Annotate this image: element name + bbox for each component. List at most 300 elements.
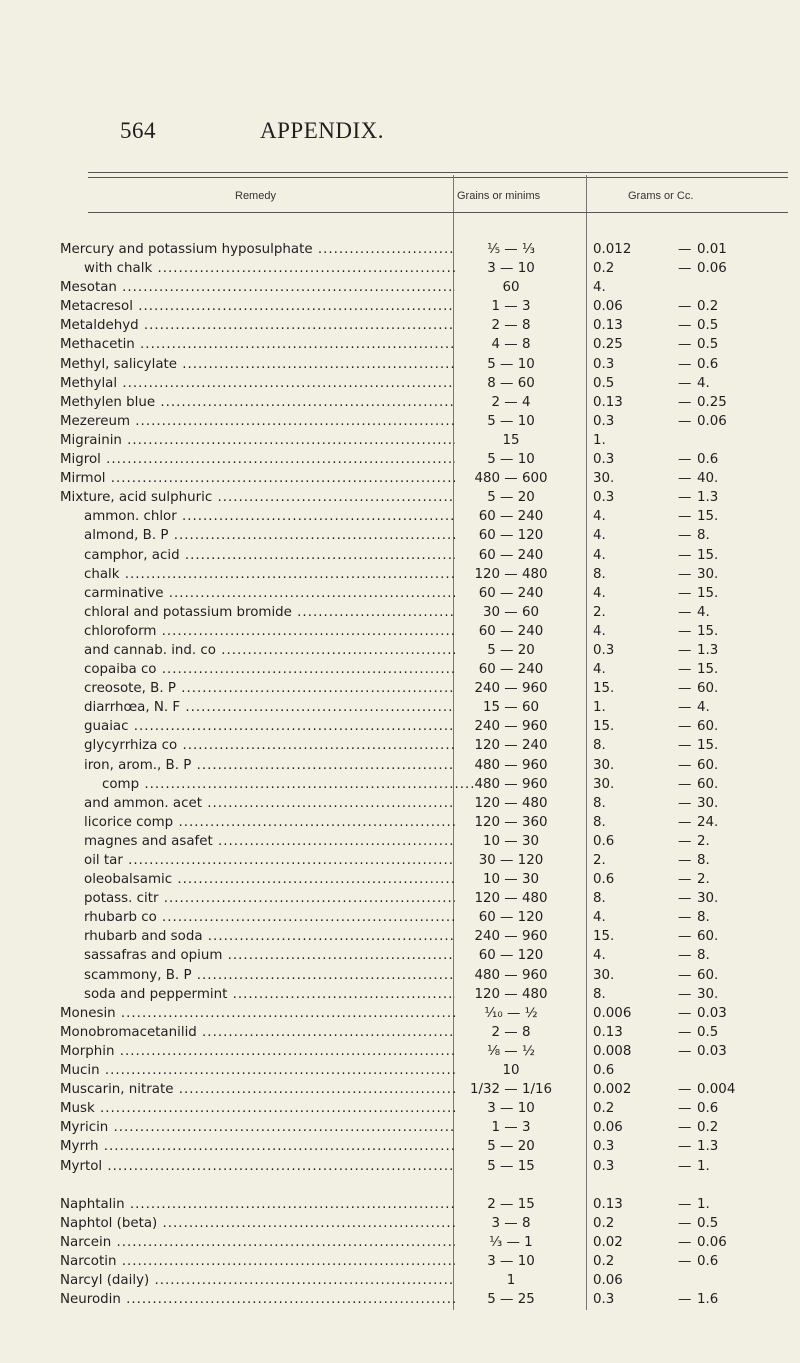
grains-dose: 480 — 960 [474,757,548,773]
grams-min: 0.3 [593,1292,615,1308]
grains-dose: 1 — 3 [491,1120,531,1136]
grams-max: 15. [697,509,719,525]
grams-min: 8. [593,795,606,811]
grains-dose: 120 — 480 [474,986,548,1002]
grains-dose: 4 — 8 [491,337,531,353]
remedy-name: Metacresol ..... [60,297,455,316]
table-row [60,240,790,259]
table-row [60,1157,790,1176]
remedy-name: magnes and asafet ..... [84,832,455,851]
range-dash: — [678,1253,692,1269]
remedy-name: Myrrh ..... [60,1137,455,1156]
grams-max: 1.3 [697,490,719,506]
grams-min: 0.13 [593,1196,623,1212]
range-dash: — [678,452,692,468]
range-dash: — [678,1292,692,1308]
table-row [60,1042,790,1061]
remedy-name: Naphtalin ..... [60,1195,455,1214]
grams-max: 60. [697,776,719,792]
grains-dose: 5 — 20 [487,1139,535,1155]
grains-dose: 2 — 8 [491,1024,531,1040]
table-row [60,412,790,431]
grams-min: 8. [593,738,606,754]
remedy-name: Mezereum ..... [60,412,455,431]
grains-dose: 120 — 480 [474,566,548,582]
grams-min: 4. [593,948,606,964]
grams-min: 0.3 [593,642,615,658]
grams-min: 4. [593,623,606,639]
table-row [60,278,790,297]
grains-dose: 5 — 20 [487,642,535,658]
range-dash: — [678,891,692,907]
grains-dose: 60 — 240 [478,623,544,639]
table-row [60,641,790,660]
range-dash: — [678,356,692,372]
grams-max: 0.2 [697,1120,719,1136]
table-row [60,622,790,641]
grams-min: 0.3 [593,356,615,372]
grams-max: 8. [697,910,710,926]
table-row [60,698,790,717]
range-dash: — [678,642,692,658]
table-row [60,546,790,565]
remedy-name: Neurodin ..... [60,1290,455,1309]
grams-min: 0.3 [593,490,615,506]
page-header [120,118,710,158]
table-row [60,946,790,965]
grams-max: 1. [697,1158,710,1174]
grams-min: 0.008 [593,1043,632,1059]
grams-min: 0.3 [593,413,615,429]
range-dash: — [678,337,692,353]
grams-min: 0.3 [593,1139,615,1155]
grams-max: 8. [697,948,710,964]
remedy-name: Naphtol (beta) ..... [60,1214,455,1233]
header-rule [88,212,788,213]
table-row [60,736,790,755]
table-row [60,985,790,1004]
grams-max: 2. [697,833,710,849]
grams-min: 0.6 [593,833,615,849]
grains-dose: ⅛ — ½ [487,1043,535,1059]
grains-dose: ⅒ — ½ [484,1005,538,1021]
grains-dose: 120 — 480 [474,795,548,811]
grams-min: 0.2 [593,1215,615,1231]
table-row [60,335,790,354]
remedy-name: glycyrrhiza co ..... [84,736,455,755]
grains-dose: 60 — 240 [478,585,544,601]
dose-table [60,240,790,1309]
grains-dose: 2 — 15 [487,1196,535,1212]
grams-max: 30. [697,986,719,1002]
range-dash: — [678,1082,692,1098]
grams-min: 8. [593,814,606,830]
grams-max: 0.5 [697,337,719,353]
remedy-name: Methyl, salicylate ..... [60,355,455,374]
grams-min: 8. [593,891,606,907]
remedy-name: chloral and potassium bromide ..... [84,603,455,622]
remedy-name: copaiba co ..... [84,660,455,679]
grains-dose: 5 — 15 [487,1158,535,1174]
grains-dose: 2 — 4 [491,394,531,410]
grams-max: 0.5 [697,318,719,334]
grams-max: 0.03 [697,1043,727,1059]
top-rule-double [88,177,788,178]
table-row [60,603,790,622]
grains-dose: 240 — 960 [474,681,548,697]
remedy-name: Narcyl (daily) ..... [60,1271,455,1290]
range-dash: — [678,700,692,716]
grams-max: 15. [697,585,719,601]
table-row [60,756,790,775]
table-row [60,717,790,736]
grains-dose: 1 — 3 [491,299,531,315]
remedy-name: potass. citr ..... [84,889,455,908]
range-dash: — [678,490,692,506]
range-dash: — [678,375,692,391]
remedy-name: Migrainin ..... [60,431,455,450]
remedy-name: Myricin ..... [60,1118,455,1137]
grains-dose: 60 — 240 [478,662,544,678]
table-row [60,1137,790,1156]
column-header-grams: Grams or Cc. [628,190,694,202]
grams-min: 0.06 [593,299,623,315]
remedy-name: carminative ..... [84,584,455,603]
remedy-name: almond, B. P ..... [84,526,455,545]
grams-min: 4. [593,280,606,296]
table-row [60,507,790,526]
remedy-name: sassafras and opium ..... [84,946,455,965]
range-dash: — [678,757,692,773]
grams-min: 0.3 [593,1158,615,1174]
grams-max: 4. [697,604,710,620]
range-dash: — [678,299,692,315]
grams-max: 0.6 [697,356,719,372]
grams-min: 0.002 [593,1082,632,1098]
table-row [60,966,790,985]
range-dash: — [678,604,692,620]
remedy-name: Musk ..... [60,1099,455,1118]
grams-min: 0.012 [593,242,632,257]
range-dash: — [678,1120,692,1136]
grains-dose: 60 — 120 [478,948,544,964]
grams-min: 0.2 [593,1253,615,1269]
range-dash: — [678,948,692,964]
grains-dose: 480 — 600 [474,471,548,487]
grams-max: 1.6 [697,1292,719,1308]
grams-min: 4. [593,509,606,525]
range-dash: — [678,1139,692,1155]
grams-max: 0.06 [697,1234,727,1250]
table-row [60,450,790,469]
remedy-name: Methylal ..... [60,374,455,393]
table-row [60,832,790,851]
range-dash: — [678,662,692,678]
remedy-name: Methacetin ..... [60,335,455,354]
range-dash: — [678,833,692,849]
grains-dose: 30 — 120 [478,853,544,868]
remedy-name: iron, arom., B. P ..... [84,756,455,775]
grams-max: 8. [697,853,710,868]
page-number: 564 [120,118,156,143]
range-dash: — [678,738,692,754]
section-gap [60,1176,790,1195]
range-dash: — [678,509,692,525]
table-row [60,851,790,870]
grams-min: 1. [593,432,606,448]
grams-min: 0.2 [593,261,615,277]
remedy-name: soda and peppermint ..... [84,985,455,1004]
grains-dose: 60 — 240 [478,547,544,563]
table-row [60,908,790,927]
table-row [60,565,790,584]
remedy-name: chalk ..... [84,565,455,584]
remedy-name: guaiac ..... [84,717,455,736]
grams-min: 0.6 [593,872,615,888]
table-row [60,1080,790,1099]
grains-dose: ⅓ — 1 [489,1234,533,1250]
remedy-name: Narcotin ..... [60,1252,455,1271]
grains-dose: 15 [502,432,520,448]
remedy-name: chloroform ..... [84,622,455,641]
grains-dose: 3 — 10 [487,1101,535,1117]
range-dash: — [678,719,692,735]
grams-max: 30. [697,566,719,582]
remedy-name: Mixture, acid sulphuric ..... [60,488,455,507]
grams-min: 1. [593,700,606,716]
grams-min: 4. [593,528,606,544]
grams-min: 15. [593,929,615,945]
remedy-name: diarrhœa, N. F ..... [84,698,455,717]
range-dash: — [678,814,692,830]
grams-max: 0.6 [697,1253,719,1269]
grams-min: 0.13 [593,1024,623,1040]
remedy-name: oil tar ..... [84,851,455,870]
remedy-name: Muscarin, nitrate ..... [60,1080,455,1099]
range-dash: — [678,1215,692,1231]
column-header-grains: Grains or minims [457,190,541,202]
range-dash: — [678,1043,692,1059]
grams-min: 4. [593,547,606,563]
remedy-name: Myrtol ..... [60,1157,455,1176]
grams-min: 0.6 [593,1063,615,1079]
table-row [60,374,790,393]
grams-max: 15. [697,623,719,639]
grams-min: 15. [593,681,615,697]
grams-min: 0.13 [593,394,623,410]
range-dash: — [678,681,692,697]
range-dash: — [678,261,692,277]
grams-max: 15. [697,662,719,678]
range-dash: — [678,528,692,544]
table-row [60,469,790,488]
range-dash: — [678,795,692,811]
grains-dose: 10 — 30 [483,872,539,888]
table-row [60,813,790,832]
grains-dose: 10 [502,1063,520,1079]
grams-min: 30. [593,776,615,792]
grains-dose: 240 — 960 [474,719,548,735]
range-dash: — [678,566,692,582]
grams-min: 0.13 [593,318,623,334]
table-row [60,297,790,316]
range-dash: — [678,910,692,926]
grams-max: 0.6 [697,1101,719,1117]
grams-max: 30. [697,795,719,811]
table-row [60,775,790,794]
remedy-name: Mesotan ..... [60,278,455,297]
remedy-name: rhubarb and soda ..... [84,927,455,946]
table-row [60,1195,790,1214]
grams-min: 15. [593,719,615,735]
grams-max: 0.004 [697,1082,736,1098]
table-row [60,1214,790,1233]
table-row [60,1023,790,1042]
remedy-name: licorice comp ..... [84,813,455,832]
top-rule [88,172,788,173]
table-row [60,889,790,908]
grams-min: 30. [593,471,615,487]
grains-dose: 480 — 960 [474,776,548,792]
grains-dose: 10 — 30 [483,833,539,849]
grams-min: 0.25 [593,337,623,353]
grams-max: 30. [697,891,719,907]
grams-min: 30. [593,757,615,773]
grams-max: 60. [697,929,719,945]
remedy-name: ammon. chlor ..... [84,507,455,526]
range-dash: — [678,471,692,487]
remedy-name: with chalk ..... [84,259,455,278]
grains-dose: 5 — 25 [487,1292,535,1308]
range-dash: — [678,585,692,601]
table-row [60,927,790,946]
range-dash: — [678,1005,692,1021]
grains-dose: 3 — 10 [487,1253,535,1269]
range-dash: — [678,967,692,983]
grams-max: 1.3 [697,1139,719,1155]
range-dash: — [678,986,692,1002]
table-row [60,1233,790,1252]
remedy-name: Monobromacetanilid ..... [60,1023,455,1042]
remedy-name: rhubarb co ..... [84,908,455,927]
grams-min: 4. [593,662,606,678]
range-dash: — [678,872,692,888]
remedy-name: Morphin ..... [60,1042,455,1061]
grams-min: 2. [593,853,606,868]
remedy-name: oleobalsamic ..... [84,870,455,889]
grams-max: 24. [697,814,719,830]
table-row [60,1118,790,1137]
grains-dose: 5 — 10 [487,452,535,468]
remedy-name: creosote, B. P ..... [84,679,455,698]
grams-max: 0.5 [697,1024,719,1040]
grains-dose: 120 — 360 [474,814,548,830]
range-dash: — [678,776,692,792]
remedy-name: comp ..... [102,775,473,794]
range-dash: — [678,394,692,410]
grams-min: 0.3 [593,452,615,468]
grams-max: 0.03 [697,1005,727,1021]
grains-dose: 60 — 240 [478,509,544,525]
grains-dose: 120 — 480 [474,891,548,907]
page-title: APPENDIX. [260,118,384,143]
grams-max: 0.5 [697,1215,719,1231]
grams-min: 0.06 [593,1272,623,1288]
grams-max: 0.01 [697,242,727,257]
grams-max: 60. [697,967,719,983]
grams-min: 8. [593,986,606,1002]
grams-min: 30. [593,967,615,983]
grains-dose: 8 — 60 [487,375,535,391]
grains-dose: 5 — 10 [487,356,535,372]
table-row [60,259,790,278]
table-row [60,355,790,374]
grains-dose: 30 — 60 [483,604,539,620]
grams-min: 4. [593,910,606,926]
column-header-remedy: Remedy [235,190,276,202]
table-row [60,1271,790,1290]
grams-min: 0.2 [593,1101,615,1117]
grains-dose: 15 — 60 [483,700,539,716]
grains-dose: 1/32 — 1/16 [469,1082,553,1098]
grams-max: 0.06 [697,413,727,429]
grams-max: 60. [697,681,719,697]
range-dash: — [678,318,692,334]
grains-dose: ⅕ — ⅓ [487,242,535,257]
grains-dose: 3 — 10 [487,261,535,277]
remedy-name: Mucin ..... [60,1061,455,1080]
grams-min: 0.02 [593,1234,623,1250]
grains-dose: 60 [502,280,520,296]
remedy-name: Monesin ..... [60,1004,455,1023]
remedy-name: and ammon. acet ..... [84,794,455,813]
grams-min: 0.06 [593,1120,623,1136]
grains-dose: 480 — 960 [474,967,548,983]
remedy-name: Mirmol ..... [60,469,455,488]
grains-dose: 60 — 120 [478,528,544,544]
table-row [60,1061,790,1080]
remedy-name: Metaldehyd ..... [60,316,455,335]
table-row [60,1290,790,1309]
range-dash: — [678,413,692,429]
grams-max: 15. [697,547,719,563]
remedy-name: scammony, B. P ..... [84,966,455,985]
table-row [60,870,790,889]
grains-dose: 120 — 240 [474,738,548,754]
grams-min: 0.006 [593,1005,632,1021]
table-row [60,488,790,507]
range-dash: — [678,1234,692,1250]
table-row [60,584,790,603]
table-row [60,1099,790,1118]
grams-max: 8. [697,528,710,544]
grams-min: 0.5 [593,375,615,391]
grains-dose: 60 — 120 [478,910,544,926]
grains-dose: 1 [506,1272,516,1288]
remedy-name: camphor, acid ..... [84,546,455,565]
grams-max: 4. [697,700,710,716]
range-dash: — [678,929,692,945]
grams-max: 1.3 [697,642,719,658]
grams-max: 15. [697,738,719,754]
grains-dose: 3 — 8 [491,1215,531,1231]
range-dash: — [678,547,692,563]
remedy-name: and cannab. ind. co ..... [84,641,455,660]
grains-dose: 240 — 960 [474,929,548,945]
range-dash: — [678,853,692,868]
range-dash: — [678,1101,692,1117]
grams-max: 60. [697,719,719,735]
